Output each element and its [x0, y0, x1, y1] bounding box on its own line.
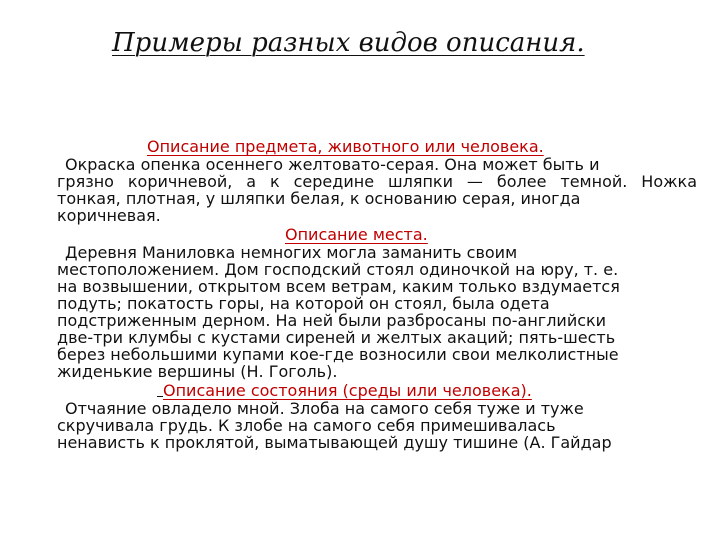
section-text-object [57, 156, 697, 224]
text-line: две-три клумбы с кустами сиреней и желтых акаций; пять-шесть [57, 328, 616, 347]
text-line: подстриженным дерном. На ней были разбросаны по-английски [57, 311, 607, 330]
text-line: тонкая, плотная, у шляпки белая, к основанию серая, иногда [57, 189, 581, 208]
text-line: скручивала грудь. К злобе на самого себя примешивалась [57, 416, 556, 435]
section-heading-state [57, 382, 697, 400]
text-line: местоположением. Дом господский стоял одиночкой на юру, т. е. [57, 260, 619, 279]
text-line: Окраска опенка осеннего желтовато-серая. Она может быть и [65, 155, 600, 174]
section-heading-state-label: Описание состояния (среды или человека). [163, 381, 532, 400]
section-text-place [57, 244, 697, 380]
text-line: Деревня Маниловка немногих могла заманить своим [65, 243, 518, 262]
section-heading-object: Описание предмета, животного или человека. [147, 137, 544, 156]
text-line: Отчаяние овладело мной. Злоба на самого себя туже и туже [65, 399, 584, 418]
text-line: коричневая. [57, 206, 161, 225]
text-line: грязно коричневой, а к середине шляпки — более темной. Ножка [57, 172, 697, 191]
section-heading-place: Описание места. [285, 225, 428, 244]
slide-title: Примеры разных видов описания. [112, 28, 585, 58]
text-line: подуть; покатость горы, на которой он стоял, была одета [57, 294, 550, 313]
text-line: ненависть к проклятой, выматывающей душу тишине (А. Гайдар [57, 433, 612, 452]
text-line: берез небольшими купами кое-где возносили свои мелколистные [57, 345, 619, 364]
text-line: жиденькие вершины (Н. Гоголь). [57, 362, 338, 381]
text-line: на возвышении, открытом всем ветрам, каким только вздумается [57, 277, 620, 296]
section-text-state [57, 400, 697, 451]
slide-body [57, 138, 697, 451]
